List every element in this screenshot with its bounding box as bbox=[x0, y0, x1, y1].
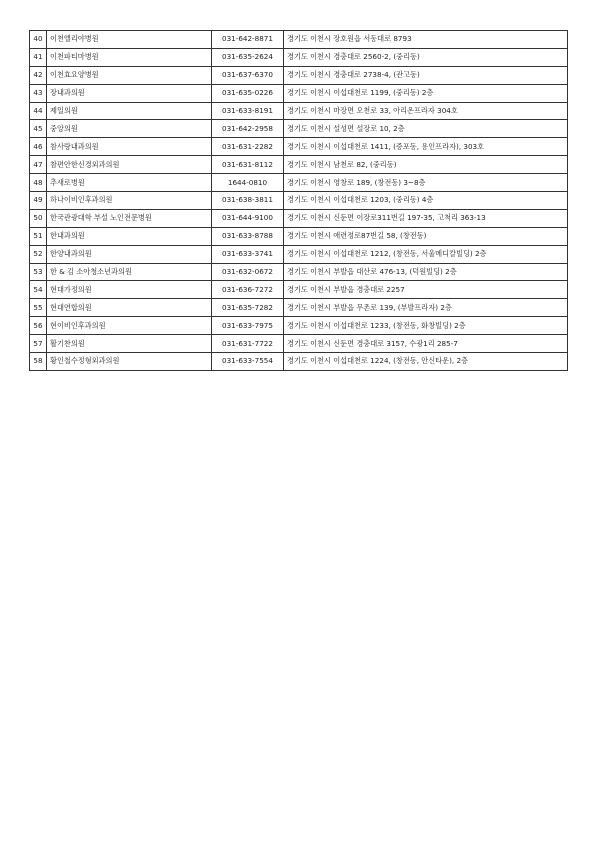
phone-cell: 031-635-2624 bbox=[212, 48, 284, 66]
address-cell: 경기도 이천시 이섭대천로 1224, (창전동, 안신타운), 2층 bbox=[284, 353, 568, 371]
row-number-cell: 44 bbox=[30, 102, 47, 120]
address-cell: 경기도 이천시 이섭대천로 1199, (중리동) 2층 bbox=[284, 84, 568, 102]
table-row bbox=[30, 31, 568, 49]
facility-name-cell: 황인철수정형외과의원 bbox=[47, 353, 212, 371]
table-body bbox=[30, 31, 568, 371]
address-cell: 경기도 이천시 이섭대천로 1203, (중리동) 4층 bbox=[284, 192, 568, 210]
table-row bbox=[30, 209, 568, 227]
address-cell: 경기도 이천시 경충대로 2738-4, (관고동) bbox=[284, 66, 568, 84]
phone-cell: 031-632-0672 bbox=[212, 263, 284, 281]
address-cell: 경기도 이천시 부발읍 무촌로 139, (부발프라자) 2층 bbox=[284, 299, 568, 317]
phone-cell: 031-633-8191 bbox=[212, 102, 284, 120]
facility-name-cell: 이천엘리야병원 bbox=[47, 31, 212, 49]
table-row bbox=[30, 84, 568, 102]
phone-cell: 031-635-0226 bbox=[212, 84, 284, 102]
table-row bbox=[30, 66, 568, 84]
row-number-cell: 50 bbox=[30, 209, 47, 227]
address-cell: 경기도 이천시 남천로 82, (중리동) bbox=[284, 156, 568, 174]
row-number-cell: 51 bbox=[30, 227, 47, 245]
table-row bbox=[30, 174, 568, 192]
address-cell: 경기도 이천시 부발읍 경충대로 2257 bbox=[284, 281, 568, 299]
row-number-cell: 41 bbox=[30, 48, 47, 66]
row-number-cell: 57 bbox=[30, 335, 47, 353]
facility-name-cell: 이천효요양병원 bbox=[47, 66, 212, 84]
row-number-cell: 56 bbox=[30, 317, 47, 335]
facility-name-cell: 이천파티마병원 bbox=[47, 48, 212, 66]
row-number-cell: 45 bbox=[30, 120, 47, 138]
address-cell: 경기도 이천시 마장면 오천로 33, 아리온프라자 304호 bbox=[284, 102, 568, 120]
address-cell: 경기도 이천시 이섭대천로 1233, (창전동, 화창빌딩) 2층 bbox=[284, 317, 568, 335]
table-row bbox=[30, 102, 568, 120]
row-number-cell: 58 bbox=[30, 353, 47, 371]
row-number-cell: 49 bbox=[30, 192, 47, 210]
phone-cell: 031-636-7272 bbox=[212, 281, 284, 299]
facility-name-cell: 현대가정의원 bbox=[47, 281, 212, 299]
row-number-cell: 40 bbox=[30, 31, 47, 49]
phone-cell: 031-633-3741 bbox=[212, 245, 284, 263]
facility-name-cell: 참편안한신경외과의원 bbox=[47, 156, 212, 174]
hospital-list-table bbox=[29, 30, 568, 371]
row-number-cell: 42 bbox=[30, 66, 47, 84]
address-cell: 경기도 이천시 부발읍 대산로 476-13, (덕원빌딩) 2층 bbox=[284, 263, 568, 281]
facility-name-cell: 한내과의원 bbox=[47, 227, 212, 245]
phone-cell: 031-633-7975 bbox=[212, 317, 284, 335]
address-cell: 경기도 이천시 신둔면 경충대로 3157, 수광1리 285-7 bbox=[284, 335, 568, 353]
address-cell: 경기도 이천시 애련정로87번길 58, (창전동) bbox=[284, 227, 568, 245]
table-row bbox=[30, 227, 568, 245]
address-cell: 경기도 이천시 설성면 설장로 10, 2층 bbox=[284, 120, 568, 138]
row-number-cell: 53 bbox=[30, 263, 47, 281]
address-cell: 경기도 이천시 이섭대천로 1411, (증포동, 용인프라자), 303호 bbox=[284, 138, 568, 156]
address-cell: 경기도 이천시 영창로 189, (창전동) 3~8층 bbox=[284, 174, 568, 192]
facility-name-cell: 한양내과의원 bbox=[47, 245, 212, 263]
facility-name-cell: 한국관광대학 부설 노인전문병원 bbox=[47, 209, 212, 227]
facility-name-cell: 장내과의원 bbox=[47, 84, 212, 102]
phone-cell: 031-631-7722 bbox=[212, 335, 284, 353]
phone-cell: 031-633-8788 bbox=[212, 227, 284, 245]
row-number-cell: 46 bbox=[30, 138, 47, 156]
address-cell: 경기도 이천시 경충대로 2560-2, (중리동) bbox=[284, 48, 568, 66]
address-cell: 경기도 이천시 이섭대천로 1212, (창전동, 서울메디칼빌딩) 2층 bbox=[284, 245, 568, 263]
facility-name-cell: 제일의원 bbox=[47, 102, 212, 120]
phone-cell: 031-631-2282 bbox=[212, 138, 284, 156]
row-number-cell: 54 bbox=[30, 281, 47, 299]
table-row bbox=[30, 156, 568, 174]
address-cell: 경기도 이천시 신둔면 이장로311번길 197-35, 고척리 363-13 bbox=[284, 209, 568, 227]
phone-cell: 1644-0810 bbox=[212, 174, 284, 192]
row-number-cell: 47 bbox=[30, 156, 47, 174]
phone-cell: 031-638-3811 bbox=[212, 192, 284, 210]
table-row bbox=[30, 353, 568, 371]
facility-name-cell: 한 & 김 소아청소년과의원 bbox=[47, 263, 212, 281]
phone-cell: 031-633-7554 bbox=[212, 353, 284, 371]
phone-cell: 031-635-7282 bbox=[212, 299, 284, 317]
phone-cell: 031-637-6370 bbox=[212, 66, 284, 84]
table-row bbox=[30, 281, 568, 299]
table-row bbox=[30, 317, 568, 335]
table-row bbox=[30, 192, 568, 210]
facility-name-cell: 활기찬의원 bbox=[47, 335, 212, 353]
table-row bbox=[30, 138, 568, 156]
facility-name-cell: 하나이비인후과의원 bbox=[47, 192, 212, 210]
facility-name-cell: 현대연합의원 bbox=[47, 299, 212, 317]
facility-name-cell: 참사랑내과의원 bbox=[47, 138, 212, 156]
phone-cell: 031-642-2958 bbox=[212, 120, 284, 138]
row-number-cell: 43 bbox=[30, 84, 47, 102]
address-cell: 경기도 이천시 장호원읍 서동대로 8793 bbox=[284, 31, 568, 49]
table-row bbox=[30, 299, 568, 317]
facility-name-cell: 중앙의원 bbox=[47, 120, 212, 138]
phone-cell: 031-644-9100 bbox=[212, 209, 284, 227]
table-row bbox=[30, 48, 568, 66]
row-number-cell: 48 bbox=[30, 174, 47, 192]
table-row bbox=[30, 120, 568, 138]
phone-cell: 031-631-8112 bbox=[212, 156, 284, 174]
row-number-cell: 55 bbox=[30, 299, 47, 317]
facility-name-cell: 추새로병원 bbox=[47, 174, 212, 192]
row-number-cell: 52 bbox=[30, 245, 47, 263]
table-row bbox=[30, 335, 568, 353]
table-row bbox=[30, 263, 568, 281]
facility-name-cell: 현이비인후과의원 bbox=[47, 317, 212, 335]
table-row bbox=[30, 245, 568, 263]
phone-cell: 031-642-8871 bbox=[212, 31, 284, 49]
